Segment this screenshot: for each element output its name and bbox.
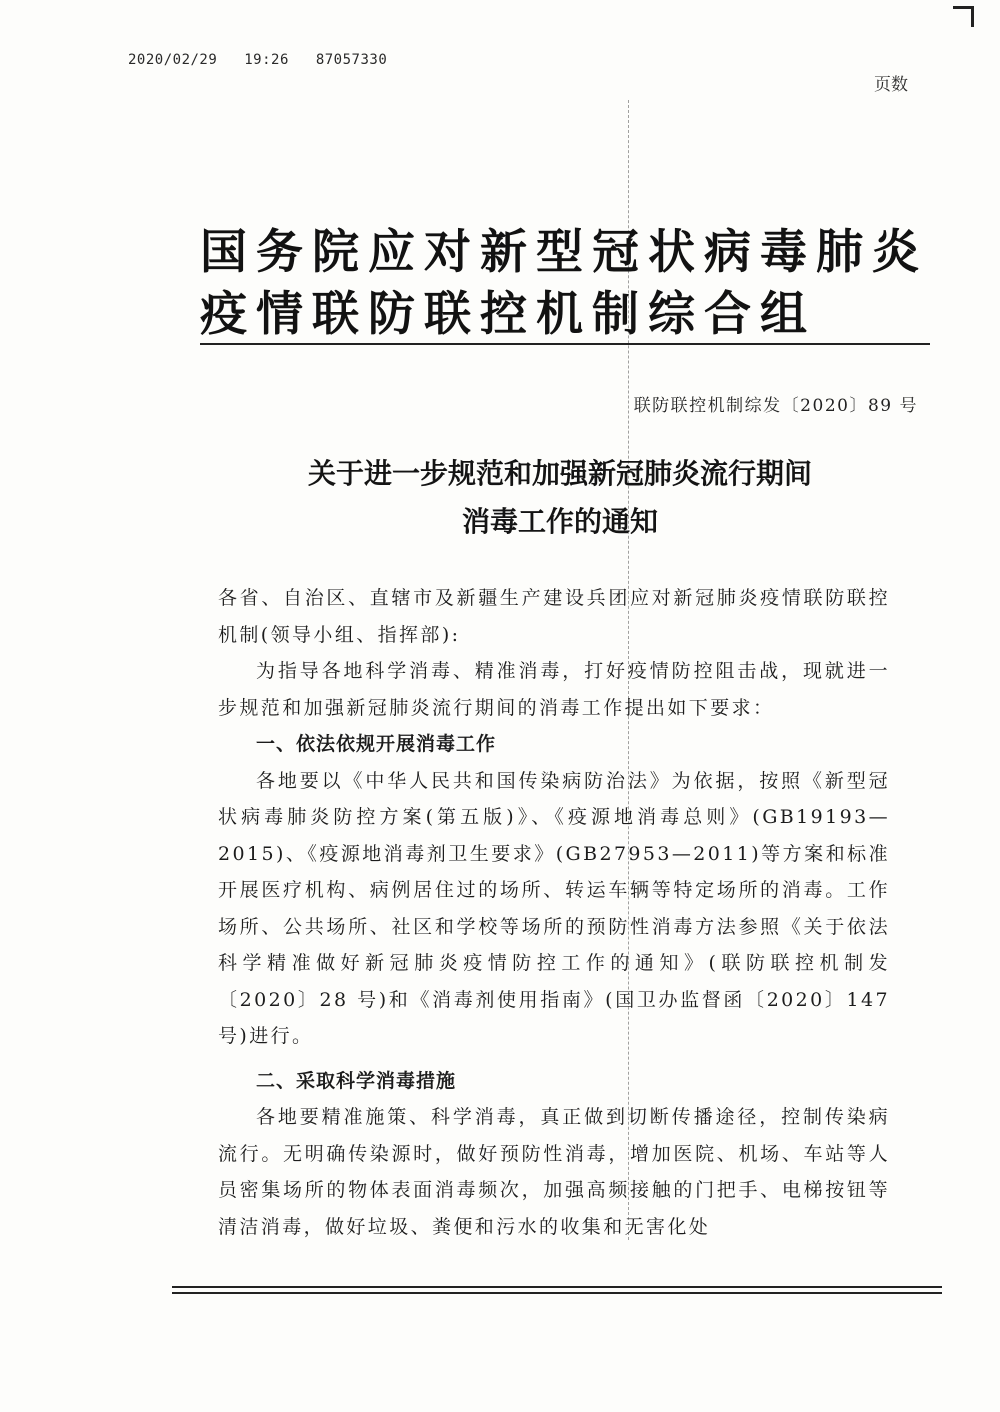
page-count-label: 页数 — [874, 75, 908, 95]
document-title — [180, 450, 940, 546]
footer-rule-bottom — [172, 1292, 942, 1294]
corner-mark — [953, 6, 974, 27]
addressee: 各省、自治区、直辖市及新疆生产建设兵团应对新冠肺炎疫情联防联控机制(领导小组、指挥部): — [218, 587, 890, 646]
title-line-1: 关于进一步规范和加强新冠肺炎流行期间 — [307, 457, 812, 490]
section-1-paragraph: 各地要以《中华人民共和国传染病防治法》为依据，按照《新型冠状病毒肺炎防控方案(第五版)》、《疫源地消毒总则》(GB19193—2015)、《疫源地消毒剂卫生要求》(GB27953—2011)等方案和标准开展医疗机构、病例居住过的场所、转运车辆等特定场所的消毒。工作场所、公共场所、社区和学校等场所的预防性消毒方法参照《关于依法科学精准做好新冠肺炎疫情防控工作的通知》(联防联控机制发〔2020〕28 号)和《消毒剂使用指南》(国卫办监督函〔2020〕147 号)进行。 — [218, 769, 890, 1047]
authority-line-1: 国务院应对新型冠状病毒肺炎 — [200, 225, 928, 280]
footer-rule-top — [172, 1286, 942, 1288]
header-rule — [200, 343, 930, 345]
intro-paragraph: 为指导各地科学消毒、精准消毒，打好疫情防控阻击战，现就进一步规范和加强新冠肺炎流行期间的消毒工作提出如下要求： — [218, 660, 890, 719]
issuing-authority — [200, 222, 940, 346]
document-body — [218, 580, 890, 1245]
section-2-heading: 二、采取科学消毒措施 — [256, 1069, 457, 1092]
fax-date: 2020/02/29 — [128, 52, 218, 68]
authority-line-2: 疫情联防联控机制综合组 — [200, 287, 816, 342]
document-number: 联防联控机制综发〔2020〕89 号 — [633, 396, 918, 416]
fax-number: 87057330 — [315, 52, 388, 68]
section-2-paragraph: 各地要精准施策、科学消毒，真正做到切断传播途径，控制传染病流行。无明确传染源时，做好预防性消毒，增加医院、机场、车站等人员密集场所的物体表面消毒频次，加强高频接触的门把手、电梯按钮等清洁消毒，做好垃圾、粪便和污水的收集和无害化处 — [218, 1106, 890, 1238]
fax-header — [128, 52, 405, 68]
title-line-2: 消毒工作的通知 — [461, 505, 658, 538]
section-1-heading: 一、依法依规开展消毒工作 — [256, 733, 497, 755]
fax-time: 19:26 — [244, 52, 289, 68]
